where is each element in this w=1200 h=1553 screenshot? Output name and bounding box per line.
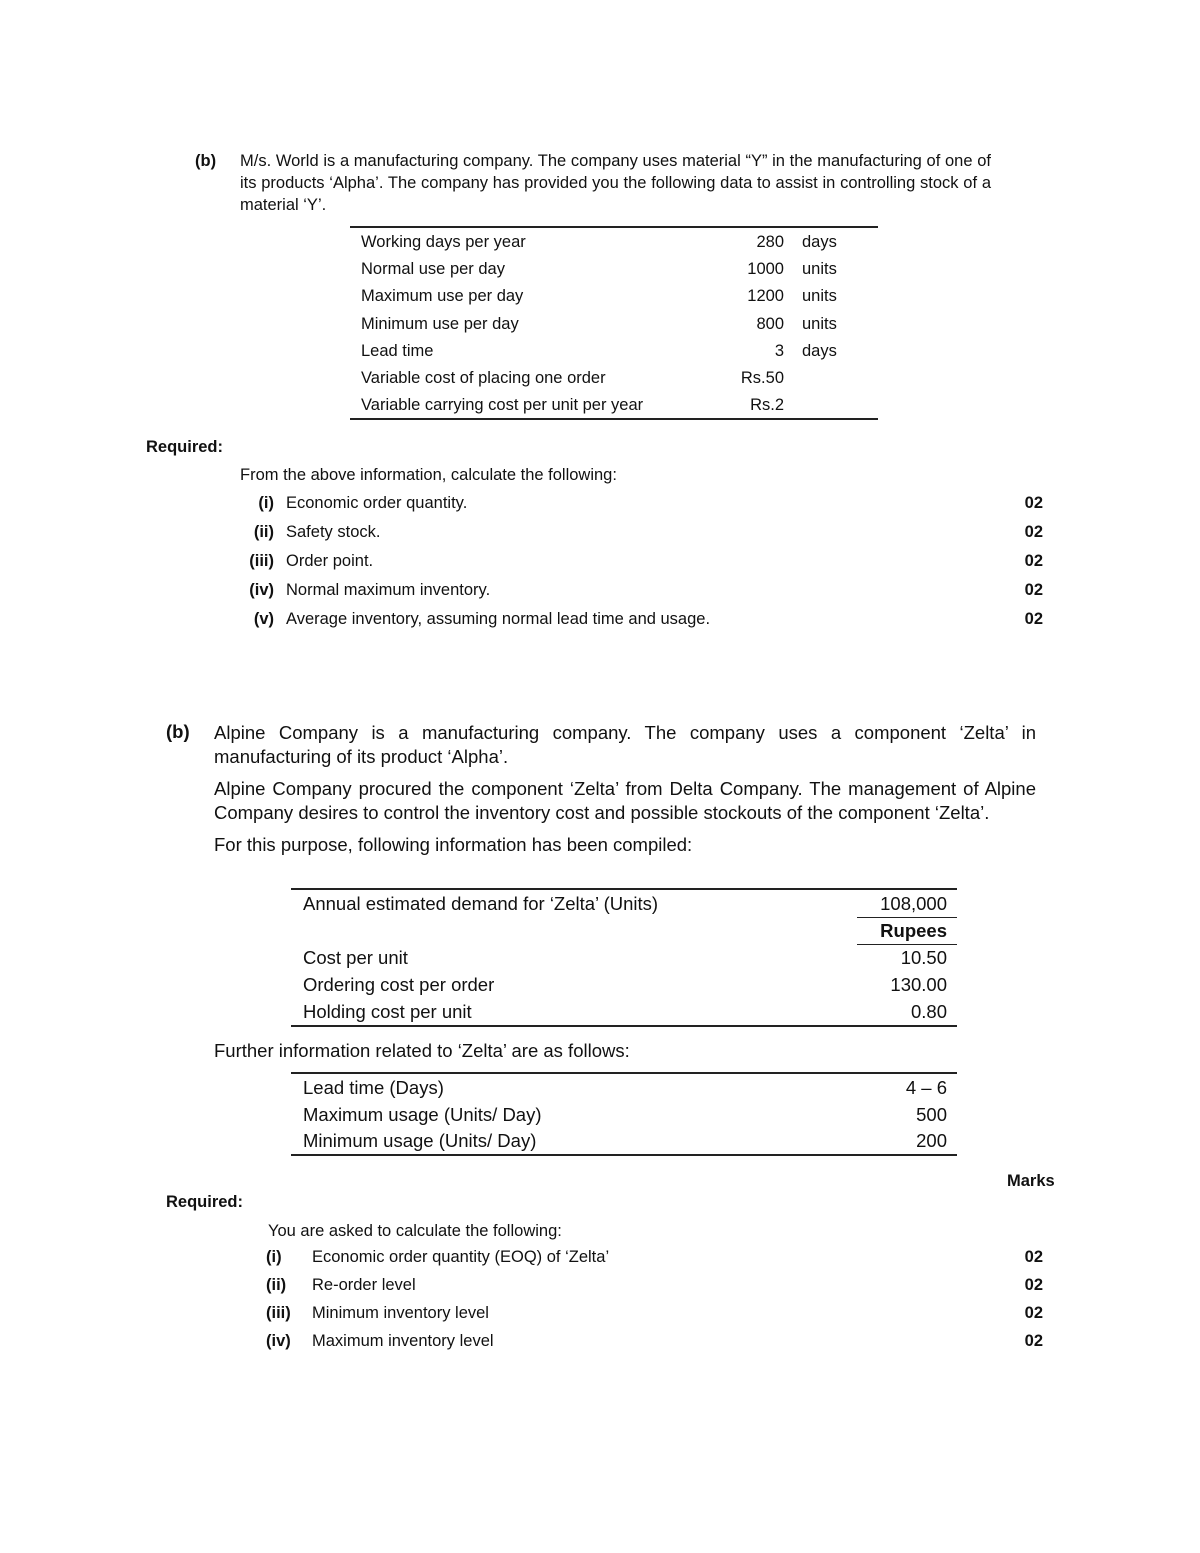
table-row [350, 391, 878, 418]
item-marks: 02 [1024, 523, 1043, 541]
row-unit: days [802, 233, 837, 251]
row-value: 280 [756, 233, 784, 251]
list-item [266, 1304, 1043, 1332]
table-row [350, 282, 878, 309]
table-row [291, 1127, 957, 1154]
question-2-cost-table [291, 888, 957, 1027]
item-number: (i) [266, 1248, 282, 1266]
item-text: Maximum inventory level [312, 1332, 494, 1350]
row-value: 10.50 [900, 947, 947, 968]
row-label: Lead time (Days) [303, 1077, 444, 1098]
item-text: Order point. [286, 552, 374, 570]
row-label: Holding cost per unit [303, 1001, 472, 1022]
row-label: Variable carrying cost per unit per year [361, 396, 644, 415]
item-number: (iv) [249, 581, 274, 599]
question-2-further-info: Further information related to ‘Zelta’ are as follows: [214, 1040, 630, 1061]
list-item [240, 494, 1043, 523]
item-number: (iii) [249, 552, 274, 570]
question-1-text: M/s. World is a manufacturing company. The company uses material “Y” in the manufacturing of one of its products ‘Alpha’. The company has provided you the following data to assist in controlling stock of a material ‘Y’. [240, 152, 991, 214]
list-item [240, 552, 1043, 581]
column-header: Rupees [880, 920, 947, 941]
row-value: 0.80 [910, 1001, 947, 1022]
table-row [350, 310, 878, 337]
row-label: Normal use per day [361, 260, 505, 279]
question-2-intro: You are asked to calculate the following: [268, 1222, 562, 1240]
question-1-required-heading: Required: [146, 438, 224, 456]
item-marks: 02 [1024, 494, 1043, 512]
row-value: Rs.50 [740, 368, 784, 387]
row-unit: units [802, 260, 837, 279]
question-1-requirements-list [240, 494, 1043, 639]
row-value: 3 [774, 341, 784, 360]
table-row [291, 890, 957, 917]
table-row [291, 917, 957, 944]
question-2-label: (b) [166, 721, 190, 742]
table-row [291, 998, 957, 1025]
row-label: Lead time [361, 341, 434, 360]
item-text: Economic order quantity (EOQ) of ‘Zelta’ [312, 1248, 610, 1266]
item-number: (v) [253, 610, 274, 628]
row-label: Minimum use per day [361, 314, 519, 333]
row-label: Minimum usage (Units/ Day) [303, 1130, 537, 1151]
row-label: Annual estimated demand for ‘Zelta’ (Units) [303, 893, 659, 914]
item-number: (ii) [266, 1276, 287, 1294]
item-number: (i) [258, 494, 274, 512]
table-row [350, 364, 878, 391]
item-marks: 02 [1024, 610, 1043, 628]
table-row [350, 228, 878, 255]
item-text: Normal maximum inventory. [286, 581, 491, 599]
item-marks: 02 [1024, 1248, 1043, 1266]
row-value: 200 [916, 1130, 947, 1151]
question-1-data-table [350, 226, 878, 420]
item-text: Re-order level [312, 1276, 416, 1294]
question-2-required-heading: Required: [166, 1193, 244, 1211]
question-1-label: (b) [195, 152, 217, 170]
question-2-usage-table [291, 1072, 957, 1156]
row-unit: units [802, 314, 837, 333]
table-row [291, 1101, 957, 1128]
row-label: Variable cost of placing one order [361, 368, 606, 387]
question-1-paragraph [195, 150, 991, 216]
table-row [291, 1074, 957, 1101]
table-row [350, 255, 878, 282]
row-value: 800 [756, 314, 784, 333]
list-item [240, 581, 1043, 610]
item-marks: 02 [1024, 581, 1043, 599]
question-2-text-block [214, 721, 1036, 863]
list-item [240, 523, 1043, 552]
row-label: Maximum usage (Units/ Day) [303, 1103, 542, 1125]
question-2-requirements-list [266, 1248, 1043, 1360]
row-value: 1000 [747, 260, 784, 279]
list-item [240, 610, 1043, 639]
item-number: (iv) [266, 1332, 291, 1350]
row-unit: units [802, 287, 837, 306]
question-2-para-3: For this purpose, following information has been compiled: [214, 834, 693, 855]
row-value: 130.00 [890, 974, 947, 995]
row-value: 1200 [747, 287, 784, 306]
row-value: 108,000 [880, 893, 947, 914]
table-row [291, 944, 957, 971]
item-number: (ii) [253, 523, 274, 541]
item-text: Average inventory, assuming normal lead time and usage. [286, 610, 711, 628]
row-unit: days [802, 341, 837, 360]
row-value: Rs.2 [750, 396, 784, 415]
row-label: Cost per unit [303, 947, 408, 968]
table-row [350, 337, 878, 364]
item-marks: 02 [1024, 1276, 1043, 1294]
item-text: Economic order quantity. [286, 494, 468, 512]
item-marks: 02 [1024, 552, 1043, 570]
item-marks: 02 [1024, 1304, 1043, 1322]
item-text: Minimum inventory level [312, 1304, 489, 1322]
marks-column-header: Marks [1007, 1172, 1055, 1190]
list-item [266, 1248, 1043, 1276]
list-item [266, 1276, 1043, 1304]
question-1-intro: From the above information, calculate the following: [240, 466, 617, 484]
item-marks: 02 [1024, 1332, 1043, 1350]
list-item [266, 1332, 1043, 1360]
table-row [291, 971, 957, 998]
row-label: Ordering cost per order [303, 974, 495, 995]
question-2-para-2: Alpine Company procured the component ‘Zelta’ from Delta Company. The management of Alpine Company desires to control the inventory cost and possible stockouts of the component ‘Zelta’. [214, 778, 1036, 823]
row-label: Maximum use per day [361, 287, 524, 306]
row-value: 500 [916, 1103, 947, 1125]
question-2-para-1: Alpine Company is a manufacturing company. The company uses a component ‘Zelta’ in manufacturing of its product ‘Alpha’. [214, 722, 1036, 767]
item-number: (iii) [266, 1304, 291, 1322]
item-text: Safety stock. [286, 523, 381, 541]
row-value: 4 – 6 [905, 1077, 947, 1098]
row-label: Working days per year [361, 233, 526, 251]
